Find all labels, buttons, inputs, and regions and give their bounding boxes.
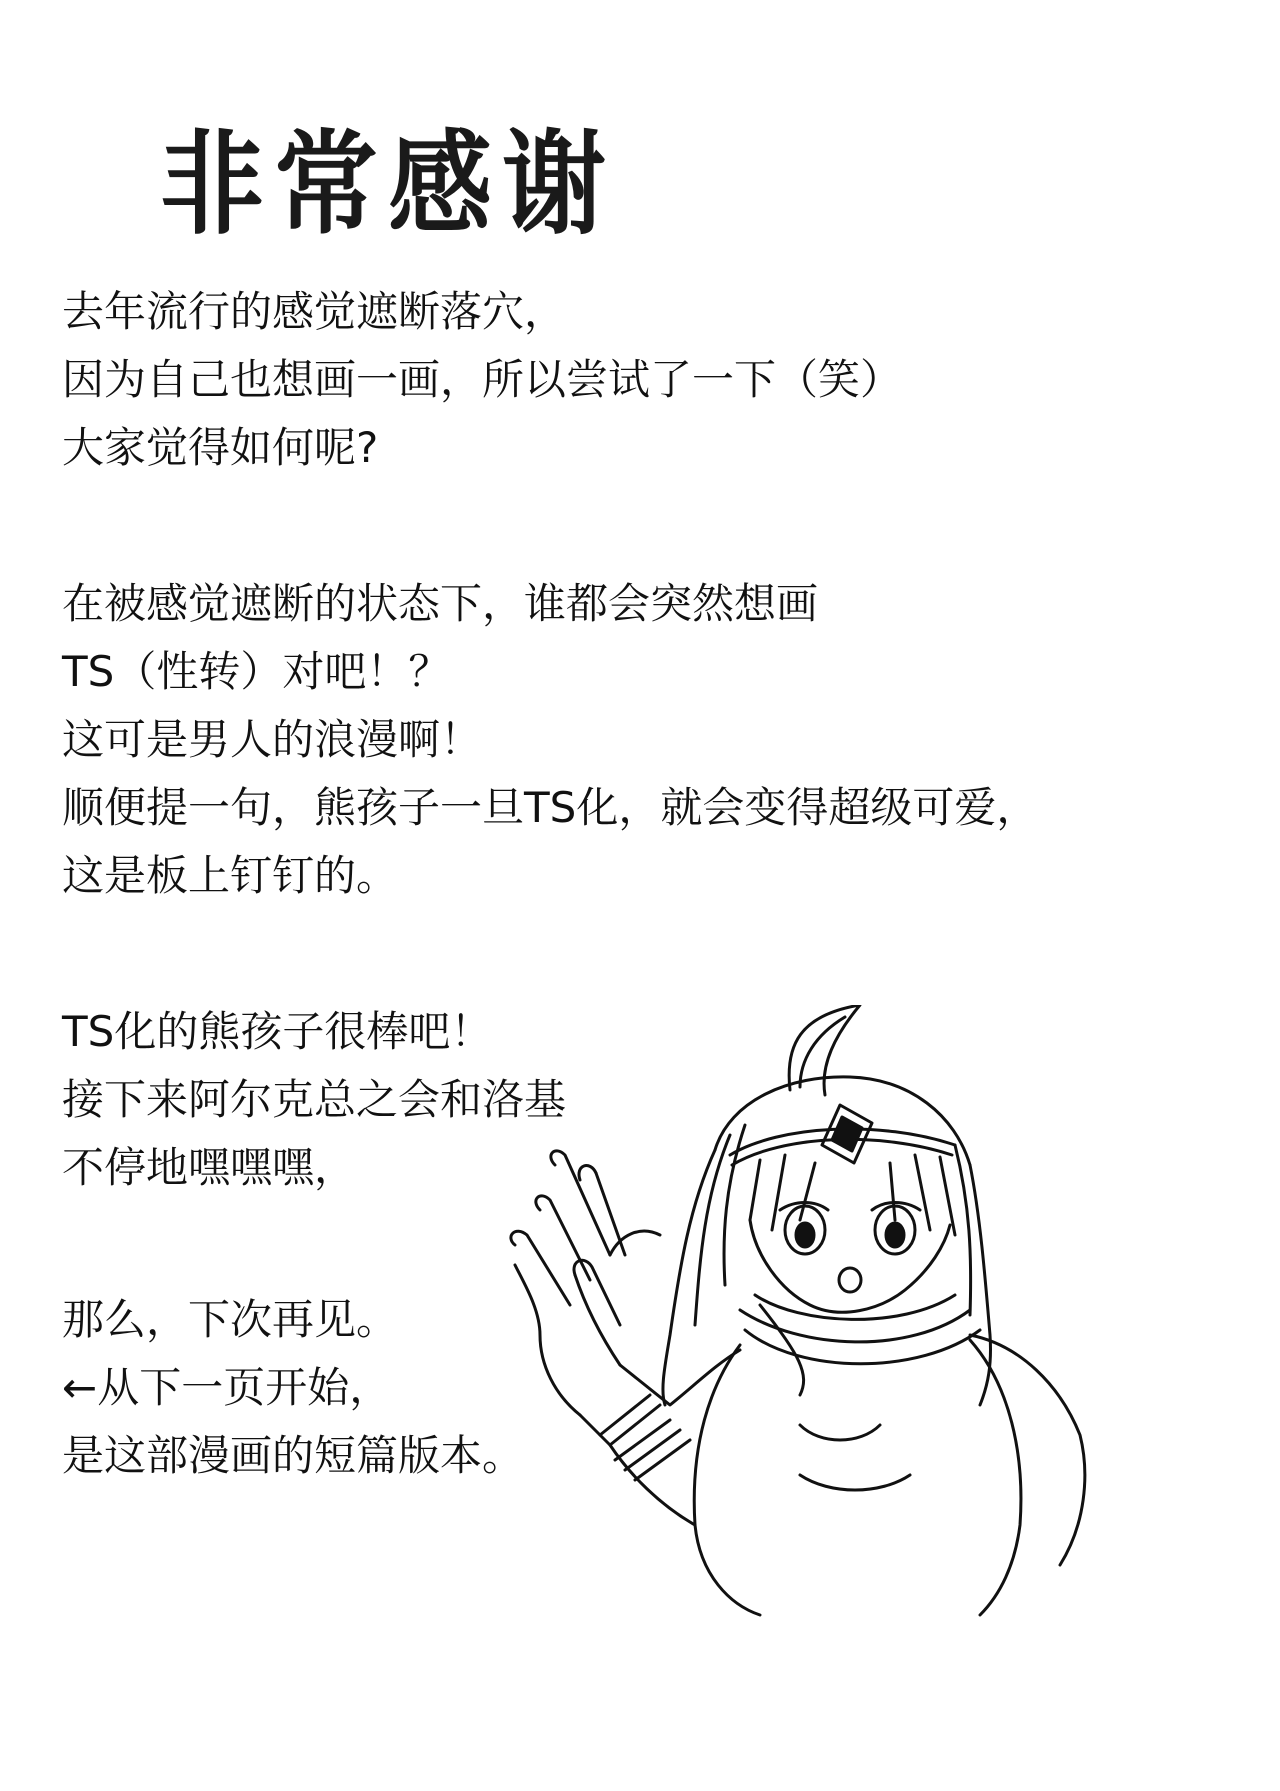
text-line: 这是板上钉钉的。 bbox=[62, 851, 399, 900]
text-line: TS化的熊孩子很棒吧！ bbox=[62, 1007, 493, 1056]
waving-hand bbox=[575, 1275, 620, 1365]
text-line: 在被感觉遮断的状态下，谁都会突然想画 bbox=[62, 579, 819, 628]
paragraph-intro bbox=[62, 278, 902, 482]
face-outline bbox=[750, 1220, 950, 1312]
page-title: 非常感谢 bbox=[160, 118, 617, 251]
text-line: 是这部漫画的短篇版本。 bbox=[62, 1431, 525, 1480]
waving-arm bbox=[620, 1350, 740, 1405]
paragraph-closing bbox=[62, 1286, 524, 1490]
text-line: 不停地嘿嘿嘿， bbox=[62, 1143, 357, 1192]
text-line: 接下来阿尔克总之会和洛基 bbox=[62, 1075, 567, 1124]
text-line: ←从下一页开始， bbox=[62, 1363, 392, 1412]
text-line: 那么，下次再见。 bbox=[62, 1295, 399, 1344]
body-outline bbox=[694, 1345, 760, 1615]
text-line: 大家觉得如何呢? bbox=[62, 423, 379, 472]
text-line: TS（性转）对吧！？ bbox=[62, 647, 451, 696]
paragraph-next bbox=[62, 998, 566, 1202]
waving-girl-illustration bbox=[500, 1005, 1140, 1625]
scarf bbox=[755, 1295, 955, 1319]
text-line: 顺便提一句，熊孩子一旦TS化，就会变得超级可爱， bbox=[62, 783, 1039, 832]
text-line: 这可是男人的浪漫啊！ bbox=[62, 715, 483, 764]
mouth bbox=[839, 1268, 861, 1292]
text-line: 去年流行的感觉遮断落穴， bbox=[62, 287, 567, 336]
text-line: 因为自己也想画一画，所以尝试了一下（笑） bbox=[62, 355, 903, 404]
paragraph-ts bbox=[62, 570, 1038, 910]
